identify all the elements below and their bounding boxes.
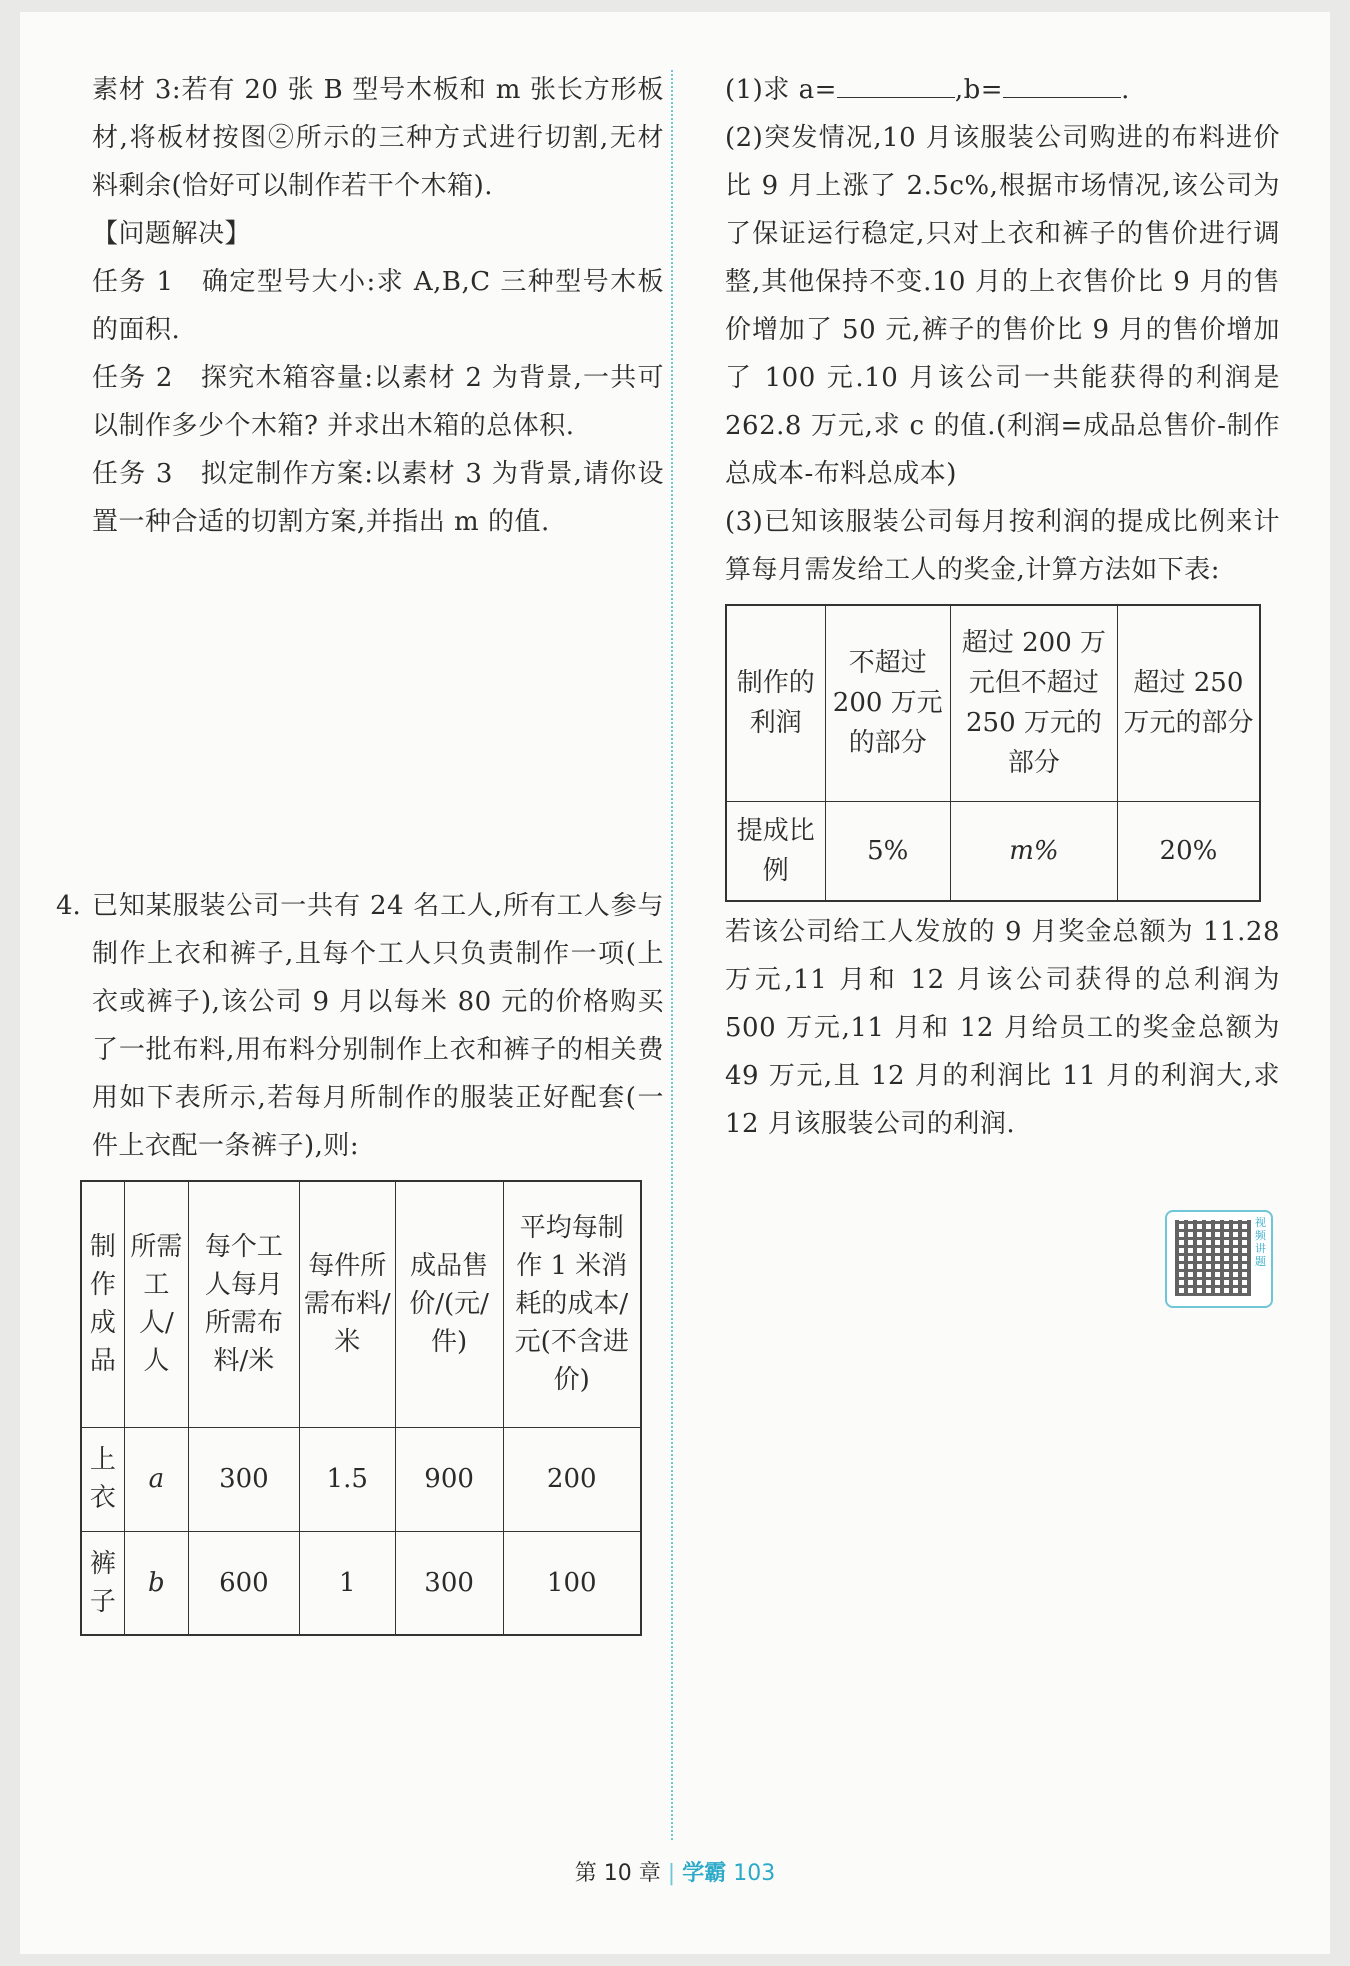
blank-space bbox=[92, 546, 664, 882]
question-3-tail: 若该公司给工人发放的 9 月奖金总额为 11.28 万元,11 月和 12 月该公司获得的总利润为 500 万元,11 月和 12 月给员工的奖金总额为 49 万元,且 12 月的利润比 11 月的利润大,求 12 月该服装公司的利润. bbox=[725, 917, 1280, 1139]
footer-separator: | bbox=[667, 1861, 676, 1886]
question-2: (2)突发情况,10 月该服装公司购进的布料进价比 9 月上涨了 2.5c%,根据市场情况,该公司为了保证运行稳定,只对上衣和裤子的售价进行调整,其他保持不变.10 月的上衣售价比 9 月的售价增加了 50 元,裤子的售价比 9 月的售价增加了 100 元.10 月该公司一共能获得的利润是 262.8 万元,求 c 的值.(利润=成品总售价-制作总成本-布料总成本) bbox=[725, 123, 1280, 489]
qr-code[interactable] bbox=[1165, 1210, 1273, 1308]
table-header-cell: 制作成品 bbox=[81, 1181, 124, 1427]
task-2: 任务 2 探究木箱容量:以素材 2 为背景,一共可以制作多少个木箱? 并求出木箱的总体积. bbox=[92, 363, 664, 441]
table-row bbox=[726, 801, 1260, 901]
left-column bbox=[56, 66, 664, 1636]
table-cell: 5% bbox=[825, 801, 950, 901]
question-4-text: 已知某服装公司一共有 24 名工人,所有工人参与制作上衣和裤子,且每个工人只负责制作一项(上衣或裤子),该公司 9 月以每米 80 元的价格购买了一批布料,用布料分别制作上衣和裤子的相关费用如下表所示,若每月所制作的服装正好配套(一件上衣配一条裤子),则: bbox=[92, 891, 664, 1161]
q1-mid: ,b= bbox=[954, 75, 1004, 105]
question-4 bbox=[56, 882, 664, 1170]
table-cell: 600 bbox=[189, 1531, 300, 1635]
table-header-cell: 所需工人/人 bbox=[124, 1181, 188, 1427]
page-number: 103 bbox=[733, 1861, 776, 1886]
table-cell: 100 bbox=[503, 1531, 641, 1635]
cost-table bbox=[80, 1180, 642, 1636]
table-cell: 1 bbox=[299, 1531, 395, 1635]
right-column bbox=[725, 66, 1280, 1148]
table-header-cell: 超过 200 万元但不超过 250 万元的部分 bbox=[950, 605, 1117, 801]
question-3: (3)已知该服装公司每月按利润的提成比例来计算每月需发给工人的奖金,计算方法如下表: bbox=[725, 507, 1280, 585]
table-cell: 300 bbox=[189, 1427, 300, 1531]
table-header-cell: 每件所需布料/米 bbox=[299, 1181, 395, 1427]
qr-code-pattern bbox=[1175, 1220, 1251, 1296]
table-header-cell: 成品售价/(元/件) bbox=[395, 1181, 503, 1427]
question-number: 4. bbox=[56, 891, 81, 921]
table-header-cell: 平均每制作 1 米消耗的成本/元(不含进价) bbox=[503, 1181, 641, 1427]
chapter-label: 第 10 章 bbox=[574, 1861, 661, 1886]
question-1 bbox=[725, 66, 1280, 114]
table-row bbox=[726, 605, 1260, 801]
task-3: 任务 3 拟定制作方案:以素材 3 为背景,请你设置一种合适的切割方案,并指出 m 的值. bbox=[92, 459, 664, 537]
answer-blank-b[interactable] bbox=[1003, 73, 1121, 98]
table-cell: a bbox=[124, 1427, 188, 1531]
task-1: 任务 1 确定型号大小:求 A,B,C 三种型号木板的面积. bbox=[92, 267, 664, 345]
bonus-table bbox=[725, 604, 1261, 902]
table-cell: 900 bbox=[395, 1427, 503, 1531]
q1-end: . bbox=[1121, 75, 1130, 105]
column-divider bbox=[671, 70, 673, 1840]
table-header-cell: 每个工人每月所需布料/米 bbox=[189, 1181, 300, 1427]
table-cell: 300 bbox=[395, 1531, 503, 1635]
section-heading: 【问题解决】 bbox=[92, 219, 252, 249]
table-cell: b bbox=[124, 1531, 188, 1635]
table-cell: 200 bbox=[503, 1427, 641, 1531]
material-3-text: 素材 3:若有 20 张 B 型号木板和 m 张长方形板材,将板材按图②所示的三种方式进行切割,无材料剩余(恰好可以制作若干个木箱). bbox=[92, 75, 664, 201]
table-cell: m% bbox=[950, 801, 1117, 901]
qr-label: 视频讲题 bbox=[1255, 1216, 1266, 1268]
page-footer bbox=[0, 1856, 1350, 1887]
table-row-label: 制作的利润 bbox=[726, 605, 825, 801]
brand-label: 学霸 bbox=[682, 1861, 727, 1886]
table-header-cell: 超过 250 万元的部分 bbox=[1117, 605, 1260, 801]
table-row bbox=[81, 1531, 641, 1635]
table-cell: 裤子 bbox=[81, 1531, 124, 1635]
answer-blank-a[interactable] bbox=[837, 73, 955, 98]
table-row-label: 提成比例 bbox=[726, 801, 825, 901]
table-header-cell: 不超过 200 万元的部分 bbox=[825, 605, 950, 801]
table-cell: 上衣 bbox=[81, 1427, 124, 1531]
q1-prefix: (1)求 a= bbox=[725, 75, 837, 105]
table-cell: 1.5 bbox=[299, 1427, 395, 1531]
table-row bbox=[81, 1427, 641, 1531]
table-header-row bbox=[81, 1181, 641, 1427]
table-cell: 20% bbox=[1117, 801, 1260, 901]
